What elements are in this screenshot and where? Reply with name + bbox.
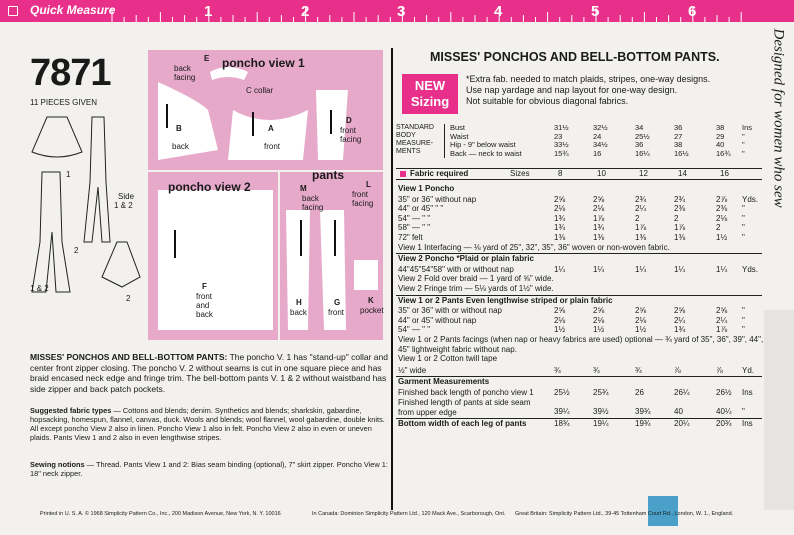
ruler-number: 3 xyxy=(397,3,406,20)
row-cell: 2⅝ xyxy=(635,306,647,316)
body-cell: 25½ xyxy=(635,131,650,141)
sizes-label: Sizes xyxy=(510,169,530,178)
poncho-view1-sketch xyxy=(32,117,82,157)
body-cell: 40 xyxy=(716,140,725,149)
body-cell: 29 xyxy=(716,131,725,141)
footer-usa: Printed in U. S. A. © 1968 Simplicity Pattern Co., Inc., 200 Madison Avenue, New York, N. Y. 10016 xyxy=(40,511,281,517)
piece-letter: D xyxy=(346,116,352,125)
piece-letter: B xyxy=(176,124,182,133)
body-unit: Ins xyxy=(742,123,753,132)
pink-square-icon xyxy=(400,171,406,177)
row-cell: 1⅜ xyxy=(635,233,647,242)
body-cell: 33½ xyxy=(554,140,569,149)
pants-title: pants xyxy=(312,168,345,182)
body-cell: 16¾ xyxy=(716,148,731,158)
piece-letter: K xyxy=(368,296,374,305)
row-cell: 2⅝ xyxy=(554,194,566,204)
ruler-number: 5 xyxy=(591,3,600,20)
piece-letter: M xyxy=(300,184,307,193)
row-cell: 2⅞ xyxy=(716,194,728,204)
piece-A-shape xyxy=(228,110,308,160)
body-cell: 36 xyxy=(674,123,683,132)
row-unit: " xyxy=(742,233,745,242)
row-unit: Yd. xyxy=(742,365,755,375)
notions-title: Sewing notions xyxy=(30,460,85,469)
row-cell: ¾ xyxy=(554,365,561,375)
side-label: Side xyxy=(118,192,135,201)
footer-canada: In Canada: Dominion Simplicity Pattern Ltd., 120 Mack Ave., Scarborough, Ont. xyxy=(312,511,506,517)
body-cell: 16 xyxy=(593,148,602,158)
row-label: 54" — " " xyxy=(398,213,431,223)
body-label: MENTS xyxy=(396,148,421,155)
row-cell: 1¾ xyxy=(554,223,566,233)
row-cell: 2¾ xyxy=(635,194,647,204)
row-cell: ¾ xyxy=(593,365,600,375)
row-cell: 2⅝ xyxy=(674,306,686,316)
garment-title: Garment Measurements xyxy=(398,377,490,387)
section-note: View 1 Interfacing — ⅛ yard of 25", 32", 35", 36" woven or non-woven fabric. xyxy=(398,242,670,252)
row-cell: 2⅝ xyxy=(593,194,605,204)
garment-label: Finished back length of poncho view 1 xyxy=(398,388,534,397)
size-header: 14 xyxy=(678,169,687,178)
quick-measure-ruler xyxy=(0,0,794,22)
bracket xyxy=(444,124,446,158)
bottom-label: Bottom width of each leg of pants xyxy=(398,418,527,428)
section-title: View 1 Poncho xyxy=(398,184,455,193)
new-sizing-line: Sizing xyxy=(410,94,450,109)
ruler-number: 2 xyxy=(301,3,310,20)
pants-sketch xyxy=(84,117,110,242)
grainline-arrow xyxy=(252,112,254,136)
body-unit: " xyxy=(742,140,745,149)
body-cell: 38 xyxy=(716,123,725,132)
body-cell: 16½ xyxy=(674,148,689,158)
row-unit: Yds. xyxy=(742,194,759,204)
garment-cell: 40 xyxy=(674,407,683,417)
row-cell: 2 xyxy=(716,223,721,233)
body-cell: 31½ xyxy=(554,123,569,132)
column-divider xyxy=(391,48,393,510)
description-text: The poncho V. 1 has "stand-up" collar and center front zipper closing. The poncho V. 2 without seams is cut in one square piece and has braid encased neck edge and fringe trim. The bell-bottom pants V. 1 & 2 without waistband has side zipper and back patch pockets. xyxy=(30,352,388,394)
notions-block xyxy=(30,460,390,478)
row-unit: " xyxy=(742,213,745,223)
view1-title: poncho view 1 xyxy=(222,56,305,70)
body-cell: 15¾ xyxy=(554,148,569,158)
row-label: 44" or 45" without nap xyxy=(398,315,477,325)
row-cell: 1⅜ xyxy=(593,233,605,242)
row-label: ½" wide xyxy=(398,365,427,375)
view-label: 1 xyxy=(66,170,71,179)
description-title: MISSES' PONCHOS AND BELL-BOTTOM PANTS: xyxy=(30,352,228,362)
garment-cell: 39¼ xyxy=(554,407,570,417)
piece-letter: L xyxy=(366,180,371,189)
piece-letter: E xyxy=(204,54,210,63)
row-cell: ¾ xyxy=(635,365,642,375)
body-row-label: Waist xyxy=(450,131,469,141)
section-note: View 1 or 2 Cotton twill tape xyxy=(398,354,498,364)
garment-cell: 25¾ xyxy=(593,388,609,397)
row-cell: 2⅜ xyxy=(716,204,728,214)
new-sizing-line: NEW xyxy=(414,78,446,93)
body-cell: 27 xyxy=(674,131,683,141)
ruler-number: 6 xyxy=(688,3,697,20)
row-label: 58" — " " xyxy=(398,223,431,233)
garment-cell: 25½ xyxy=(554,388,570,397)
body-row-label: Back — neck to waist xyxy=(450,148,522,158)
row-cell: 1¼ xyxy=(554,264,566,274)
row-cell: 1⅜ xyxy=(554,233,566,242)
ruler-label: Quick Measure xyxy=(30,3,116,17)
row-cell: 1¾ xyxy=(593,223,605,233)
size-header: 16 xyxy=(720,169,729,178)
new-sizing-badge xyxy=(402,74,458,114)
body-unit: " xyxy=(742,131,745,141)
fabrics-title: Suggested fabric types xyxy=(30,406,112,415)
row-cell: 2¼ xyxy=(716,315,728,325)
side-views-label: 1 & 2 xyxy=(114,201,133,210)
row-cell: 1½ xyxy=(716,233,728,242)
piece-letter: H xyxy=(296,298,302,307)
size-header: 10 xyxy=(597,169,606,178)
body-cell: 38 xyxy=(674,140,683,149)
piece-desc: front facing xyxy=(340,126,362,144)
row-cell: 2⅛ xyxy=(716,213,728,223)
section-note: View 2 Fringe trim — 5⅛ yards of 1½" wide. xyxy=(398,284,554,293)
garment-cell: 39½ xyxy=(593,407,609,417)
garment-cell: 26 xyxy=(635,388,644,397)
body-unit: " xyxy=(742,148,745,158)
row-cell: 2⅛ xyxy=(593,204,605,214)
piece-letter: A xyxy=(268,124,274,133)
side-strip xyxy=(758,28,794,320)
section-note: View 1 or 2 Pants facings (when nap or heavy fabrics are used) optional — ¾ yard of 35", 36", 39", 44", 45" lightweight fabric without nap. xyxy=(398,335,764,354)
row-label: 35" or 36" without nap xyxy=(398,194,477,204)
section-title: View 1 or 2 Pants Even lengthwise striped or plain fabric xyxy=(398,295,613,305)
row-cell: 1¾ xyxy=(554,213,566,223)
view-label: 1 & 2 xyxy=(30,284,49,293)
row-cell: 1¼ xyxy=(716,264,728,274)
garment-cell: 40¼ xyxy=(716,407,732,417)
view-label: 2 xyxy=(126,294,131,303)
piece-D-shape xyxy=(316,90,348,160)
bottom-cell: 20¼ xyxy=(674,418,690,428)
body-cell: 34 xyxy=(635,123,644,132)
row-cell: 1½ xyxy=(554,325,566,335)
grainline-arrow xyxy=(174,230,176,258)
view2-title: poncho view 2 xyxy=(168,180,251,194)
pattern-number: 7871 xyxy=(30,52,111,94)
fabric-required-label: Fabric required xyxy=(410,169,469,178)
side-paper xyxy=(764,310,794,510)
row-cell: 2 xyxy=(635,213,640,223)
row-cell: 1¼ xyxy=(635,264,647,274)
grainline-arrow xyxy=(334,220,336,256)
row-label: 35" or 36" with or without nap xyxy=(398,306,502,316)
row-cell: 1¾ xyxy=(674,325,686,335)
row-cell: 1⅞ xyxy=(635,223,647,233)
note-line: *Extra fab. needed to match plaids, stripes, one-way designs. xyxy=(466,74,711,84)
row-cell: 2¼ xyxy=(674,315,686,325)
piece-desc: front and back xyxy=(196,292,213,319)
garment-cell: 39¾ xyxy=(635,407,651,417)
body-row-label: Bust xyxy=(450,123,466,132)
row-cell: 2⅝ xyxy=(716,306,728,316)
row-label: 72" felt xyxy=(398,233,423,242)
ruler-number: 1 xyxy=(204,3,213,20)
pieces-given: 11 PIECES GIVEN xyxy=(30,98,97,107)
fabrics-text: — Cottons and blends; denim. Synthetics and blends; sharkskin, gabardine, hopsacking, homespun, flannel, canvas, duck. Wools and blends; wool flannel, wool gabardine, double knits. All except poncho View 2 also in linen. Poncho View 1 also in felt. Poncho View 2 also in even or uneven plaids. Pants View 1 and 2 also in even lengthwise stripes. xyxy=(30,406,385,442)
row-cell: 2⅝ xyxy=(554,306,566,316)
view-label: 2 xyxy=(74,246,79,255)
row-cell: 1¼ xyxy=(674,264,686,274)
piece-desc: front xyxy=(328,308,345,317)
row-unit: " xyxy=(742,325,745,335)
row-cell: 1⅞ xyxy=(674,223,686,233)
body-cell: 36 xyxy=(635,140,644,149)
row-cell: 2⅛ xyxy=(554,204,566,214)
row-cell: 2⅝ xyxy=(593,306,605,316)
body-label: MEASURE- xyxy=(396,140,433,147)
row-label: 44"45"54"58" with or without nap xyxy=(398,264,514,274)
piece-desc: back xyxy=(290,308,307,317)
piece-desc: back facing xyxy=(302,194,324,212)
row-cell: 2¼ xyxy=(635,204,647,214)
body-label: STANDARD xyxy=(396,124,434,131)
size-header: 8 xyxy=(558,169,563,178)
row-cell: 2 xyxy=(674,213,679,223)
side-text: Designed for women who sew xyxy=(770,28,787,208)
body-cell: 32½ xyxy=(593,123,608,132)
bottom-unit: Ins xyxy=(742,418,753,428)
piece-letter: F xyxy=(202,282,207,291)
piece-K-shape xyxy=(354,260,378,290)
fabric-notes xyxy=(466,74,710,107)
piece-desc: pocket xyxy=(360,306,384,315)
piece-F-shape xyxy=(158,190,273,330)
row-cell: 2⅜ xyxy=(674,204,686,214)
row-cell: 2¾ xyxy=(674,194,686,204)
row-cell: ⅞ xyxy=(716,365,723,375)
grainline-arrow xyxy=(330,110,332,134)
row-cell: 1¼ xyxy=(593,264,605,274)
row-unit: " xyxy=(742,223,745,233)
note-line: Not suitable for obvious diagonal fabrics. xyxy=(466,96,629,106)
piece-desc: back xyxy=(172,142,189,151)
row-cell: 1⅜ xyxy=(674,233,686,242)
piece-letter: G xyxy=(334,298,341,307)
row-cell: 2⅛ xyxy=(593,315,605,325)
note-line: Use nap yardage and nap layout for one-way design. xyxy=(466,85,678,95)
size-header: 12 xyxy=(639,169,648,178)
footer-uk: Great Britain: Simplicity Pattern Ltd., 39-45 Tottenham Court Rd., London, W. 1., England. xyxy=(515,511,734,517)
body-row-label: Hip - 9" below waist xyxy=(450,140,516,149)
row-cell: 1½ xyxy=(635,325,647,335)
body-cell: 34½ xyxy=(593,140,608,149)
description-block xyxy=(30,352,390,394)
body-cell: 23 xyxy=(554,131,563,141)
bottom-cell: 20¾ xyxy=(716,418,732,428)
chart-header: MISSES' PONCHOS AND BELL-BOTTOM PANTS. xyxy=(430,50,720,64)
garment-label: Finished length of pants at side seam from upper edge xyxy=(398,397,531,417)
fabrics-block xyxy=(30,406,390,442)
piece-desc: back facing xyxy=(174,64,196,82)
ruler-number: 4 xyxy=(494,3,503,20)
garment-unit: " xyxy=(742,407,745,417)
garment-unit: Ins xyxy=(742,388,753,397)
row-cell: 2⅛ xyxy=(635,315,647,325)
piece-letter: C collar xyxy=(246,86,274,95)
row-label: 54" — " " xyxy=(398,325,431,335)
garment-cell: 26¼ xyxy=(674,388,690,397)
row-cell: 1½ xyxy=(593,325,605,335)
notions-text: — Thread. Pants View 1 and 2: Bias seam binding (optional), 7" skirt zipper. Poncho View 1: 18" neck zipper. xyxy=(30,460,388,478)
row-cell: ⅞ xyxy=(674,365,681,375)
section-note: View 2 Fold over braid — 1 yard of ⅝" wide. xyxy=(398,274,554,284)
grainline-arrow xyxy=(166,104,168,128)
bottom-cell: 19¼ xyxy=(593,418,609,428)
piece-desc: front xyxy=(264,142,281,151)
row-cell: 1⅞ xyxy=(716,325,728,335)
body-cell: 24 xyxy=(593,131,602,141)
row-unit: " xyxy=(742,315,745,325)
row-label: 44" or 45" " " xyxy=(398,204,444,214)
bottom-cell: 19¾ xyxy=(635,418,651,428)
bottom-cell: 18¾ xyxy=(554,418,570,428)
row-cell: 2⅛ xyxy=(554,315,566,325)
section-title: View 2 Poncho *Plaid or plain fabric xyxy=(398,254,534,264)
grainline-arrow xyxy=(300,220,302,256)
piece-desc: front facing xyxy=(352,190,374,208)
row-unit: " xyxy=(742,204,745,214)
garment-cell: 26½ xyxy=(716,388,732,397)
body-label: BODY xyxy=(396,132,416,139)
row-unit: Yds. xyxy=(742,264,759,274)
pants-front-sketch xyxy=(32,172,70,292)
row-unit: " xyxy=(742,306,745,316)
body-cell: 16¼ xyxy=(635,148,650,158)
row-cell: 1⅞ xyxy=(593,213,605,223)
